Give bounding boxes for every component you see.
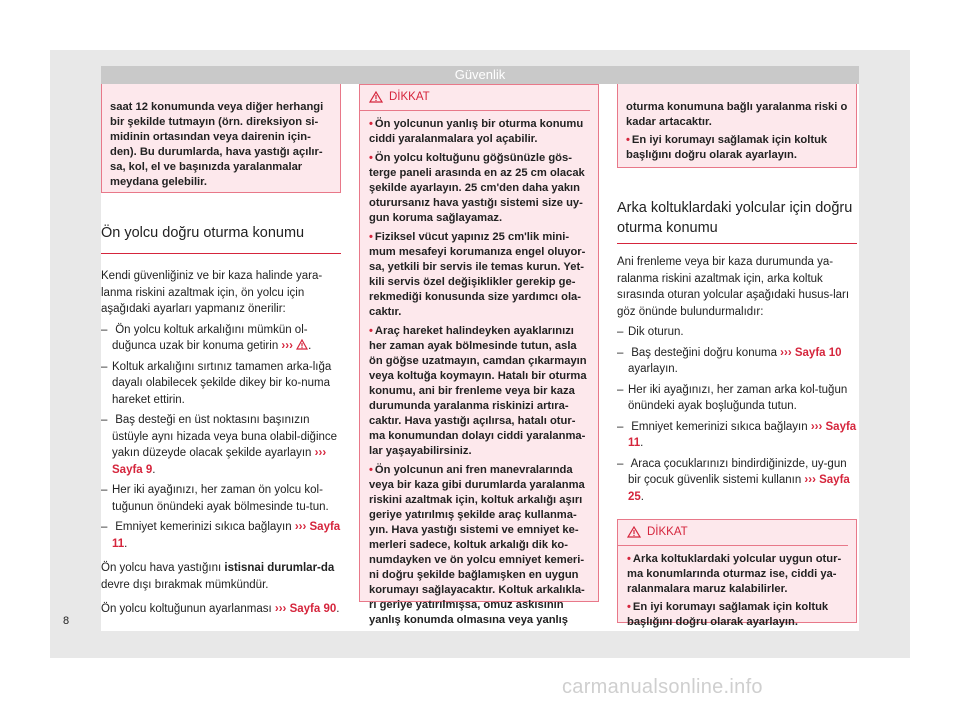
warning-title: DİKKAT [647, 526, 688, 539]
warning-header [618, 520, 848, 543]
section-body [101, 268, 341, 618]
page-ref[interactable]: ››› Sayfa 11 [628, 420, 857, 449]
warning-header [360, 85, 590, 108]
section-body [617, 254, 857, 505]
list-item: – Baş desteğini doğru konuma ››› Sayfa 10 ayarlayın. [617, 345, 857, 378]
list-item: – Her iki ayağınızı, her zaman ön yolcu kol-tuğunun önündeki ayak bölmesinde tu-tun. [101, 482, 341, 515]
page-number: 8 [63, 615, 70, 627]
warning-icon [369, 91, 383, 103]
warning-box-continued [617, 84, 857, 168]
page-ref[interactable]: ››› Sayfa 25 [628, 474, 850, 503]
warning-bullet: • Ön yolcunun yanlış bir oturma konumu ciddi yaralanmalara yol açabilir. [369, 118, 584, 145]
list-item: – Ön yolcu koltuk arkalığını mümkün ol-duğunca uzak bir konuma getirin ››› . [101, 322, 341, 355]
warning-title: DİKKAT [389, 91, 430, 104]
warning-bullet: • Ön yolcu koltuğunu göğsünüzle gös-terge paneli arasında en az 25 cm olacak şekilde ayarlayın. 25 cm'den daha yakın oturursanız hava yastığı sistemi size uy-gun koruma sağlayamaz. [369, 152, 585, 224]
section-heading [617, 198, 857, 244]
warning-icon [296, 339, 308, 350]
list-item: – Her iki ayağınızı, her zaman arka kol-tuğun önündeki ayak boşluğunda tutun. [617, 382, 857, 415]
list-item: – Emniyet kemerinizi sıkıca bağlayın ››› Sayfa 11. [617, 419, 857, 452]
warning-bullet: • En iyi korumayı sağlamak için koltuk başlığını doğru olarak ayarlayın. [627, 601, 829, 628]
list-item: – Dik oturun. [617, 324, 857, 341]
list-item: – Emniyet kemerinizi sıkıca bağlayın ››› Sayfa 11. [101, 519, 341, 552]
warning-bullet: • Arka koltuklardaki yolcular uygun otur-ma konumlarında oturmaz ise, ciddi ya-ralanmalara maruz kalabilirler. [627, 553, 842, 595]
intro-text: Kendi güvenliğiniz ve bir kaza halinde yara-lanma riskini azaltmak için, ön yolcu için aşağıdaki ayarları yapmanız önerilir: [101, 270, 323, 315]
page-ref[interactable]: ››› Sayfa 9 [112, 447, 327, 476]
warning-bullet: • Araç hareket halindeyken ayaklarınızı her zaman ayak bölmesinde tutun, asla ön göğse uzatmayın, camdan çıkarmayın veya koltuğa koymayın. Hatalı bir oturma konumu, ani bir frenleme veya bir kaza durumunda yaralanma riskinizi artıra-caktır. Hava yastığı açılırsa, hatalı otur-ma konumundan dolayı ciddi yaralanma-lar yaşayabilirsiniz. [369, 325, 587, 457]
watermark: carmanualsonline.info [562, 676, 763, 698]
paragraph: Ön yolcu hava yastığını istisnai durumlar-da devre dışı bırakmak mümkündür. [101, 562, 335, 591]
warning-box [617, 519, 857, 628]
column-left [101, 84, 341, 618]
section-title: Arka koltuklardaki yolcular için doğru oturma konumu [617, 200, 853, 236]
section-title: Ön yolcu doğru oturma konumu [101, 225, 305, 241]
warning-icon [627, 526, 641, 538]
page-ref[interactable]: ››› Sayfa 10 [780, 346, 842, 359]
page-ref[interactable]: ››› Sayfa 90 [274, 603, 337, 615]
page-header: Güvenlik [101, 66, 859, 84]
intro-text: Ani frenleme veya bir kaza durumunda ya-ralanma riskini azaltmak için, arka koltuk sırasında oturan yolcular aşağıdaki husus-ları göz önünde bulundurmalıdır: [617, 256, 850, 318]
warning-box-continued [101, 84, 341, 193]
column-middle [359, 84, 599, 626]
warning-box [359, 84, 599, 626]
warning-text: saat 12 konumunda veya diğer herhangi bir şekilde tutmayın (örn. direksiyon si-midinin ortasından veya dairenin için-den). Bu durumlarda, hava yastığı açılır-sa, kol, el ve başınızda yaralanmalar meydana gelebilir. [110, 101, 324, 188]
warning-bullet: • Fiziksel vücut yapınız 25 cm'lik mini-mum mesafeyi korumanıza engel oluyor-sa, yetkili bir servis ile temas kurun. Yet-kili servis özel değişiklikler gerekip ge-rekmediği konusunda size yardımcı ola-caktır. [369, 231, 586, 318]
paragraph: Ön yolcu koltuğunun ayarlanması ››› Sayfa 90. [101, 603, 340, 615]
warning-bullet: • En iyi korumayı sağlamak için koltuk başlığını doğru olarak ayarlayın. [626, 134, 828, 161]
list-item: – Koltuk arkalığını sırtınız tamamen arka-lığa dayalı olabilecek şekilde dikey bir ko-numa hareket ettirin. [101, 359, 341, 409]
warning-text: oturma konumuna bağlı yaralanma riski o kadar artacaktır. [626, 101, 848, 128]
column-right [617, 84, 857, 628]
page-content [101, 84, 859, 631]
page-ref[interactable]: ››› [281, 340, 293, 352]
list-item: – Araca çocuklarınızı bindirdiğinizde, uy-gun bir çocuk güvenlik sistemi kullanın ››› Sayfa 25. [617, 456, 857, 506]
list-item: – Baş desteği en üst noktasını başınızın üstüyle aynı hizada veya buna olabil-diğince yakın düzeyde olacak şekilde ayarlayın ››› Sayfa 9. [101, 412, 341, 478]
section-heading [101, 223, 341, 254]
warning-bullet: • Ön yolcunun ani fren manevralarında veya bir kaza gibi durumlarda yaralanma riskini azaltmak için, koltuk arkalığı aşırı geriye yatırılmış şekilde araç kullanma-yın. Hava yastığı sistemi ve emniyet ke-merleri sadece, koltuk arkalığı dik ko-numdayken ve ön yolcu emniyet kemeri-ni doğru şekilde bağlamışken en uygun korumayı sağlayacaktır. Koltuk arkalıkla-rı geriye yatırılmışsa, omuz askısının yanlış konumda olmasına veya yanlış [369, 464, 585, 626]
page-ref[interactable]: ››› Sayfa 11 [112, 521, 341, 550]
